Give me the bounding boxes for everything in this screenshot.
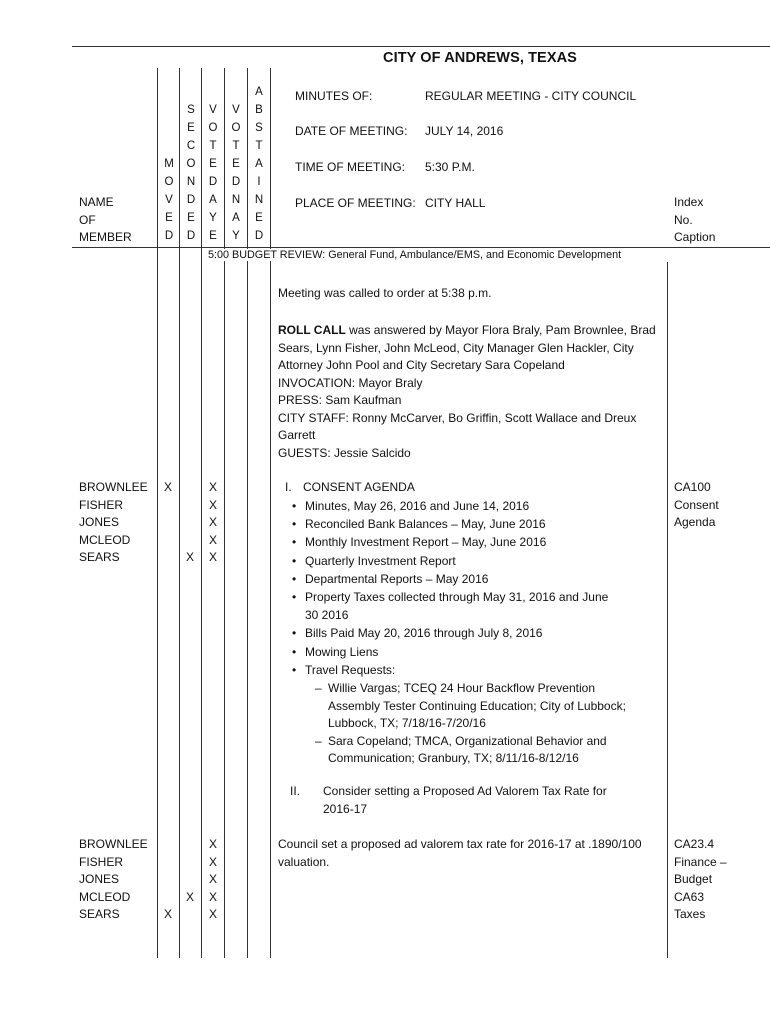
roll-call-block	[278, 322, 663, 462]
consent-agenda-heading	[285, 479, 415, 497]
aye-mark: X	[208, 854, 217, 869]
column-header-letter: I	[257, 176, 261, 188]
column-header-letter: S	[187, 104, 195, 116]
minutes-label: MINUTES OF:	[295, 89, 373, 103]
consent-item: • Reconciled Bank Balances – May, June 2016	[278, 515, 658, 533]
column-header-letter: T	[255, 140, 263, 152]
aye-mark: X	[208, 532, 217, 547]
seconded-mark: X	[185, 550, 194, 564]
travel-request: – Willie Vargas; TCEQ 24 Hour Backflow Prevention Assembly Tester Continuing Education; City of Lubbock; Lubbock, TX; 7/18/16-7/20/16	[315, 681, 626, 731]
column-header-letter: O	[231, 122, 241, 134]
city-staff-line: CITY STAFF: Ronny McCarver, Bo Griffin, Scott Wallace and Dreux Garrett	[278, 410, 637, 442]
aye-mark: X	[208, 480, 217, 494]
time-value: 5:30 P.M.	[425, 160, 475, 174]
column-header-letter: V	[209, 104, 217, 116]
seconded-mark	[183, 871, 197, 889]
roll-call-label: ROLL CALL	[278, 323, 346, 337]
moved-mark	[161, 889, 175, 907]
vote1-moved-marks	[161, 479, 175, 567]
call-to-order-text: Meeting was called to order at 5:38 p.m.	[278, 286, 492, 300]
vote2-seconded-marks	[183, 836, 197, 924]
travel-request: – Sara Copeland; TMCA, Organizational Behavior and Communication; Granbury, TX; 8/11/16-8/12/16	[315, 733, 607, 766]
consent-item: • Travel Requests:	[278, 661, 658, 679]
column-header-letter: E	[255, 212, 263, 224]
column-header-letter: A	[255, 86, 263, 98]
date-value: JULY 14, 2016	[425, 124, 504, 138]
member-name: SEARS	[79, 907, 120, 921]
consent-item: • Mowing Liens	[278, 643, 658, 661]
header-rule	[72, 247, 770, 248]
member-name: SEARS	[79, 550, 120, 564]
consent-item: • Quarterly Investment Report	[278, 552, 658, 570]
seconded-mark	[183, 906, 197, 924]
aye-mark: X	[208, 497, 217, 512]
seconded-mark	[183, 836, 197, 854]
time-label: TIME OF MEETING:	[295, 160, 405, 174]
aye-mark: X	[208, 837, 217, 851]
vote1-aye-marks	[206, 479, 220, 567]
guests-line: GUESTS: Jessie Salcido	[278, 445, 411, 460]
vote2-member-names	[79, 836, 148, 924]
column-header-letter: E	[187, 212, 195, 224]
column-header-letter: D	[164, 230, 174, 242]
seconded-mark	[183, 514, 197, 532]
roll-call-text: was answered by Mayor Flora Braly, Pam Brownlee, Brad Sears, Lynn Fisher, John McLeod, City Manager Glen Hackler, City Attorney John Pool and City Secretary Sara Copeland	[278, 323, 656, 372]
seconded-mark	[183, 497, 197, 515]
column-header-letter: O	[186, 158, 196, 170]
member-name: BROWNLEE	[79, 837, 148, 851]
column-header-letter: Y	[209, 212, 217, 224]
col-divider-index	[667, 262, 668, 958]
consent-item: • Monthly Investment Report – May, June 2016	[278, 533, 658, 551]
member-name: BROWNLEE	[79, 480, 148, 494]
minutes-value: REGULAR MEETING - CITY COUNCIL	[425, 89, 637, 103]
member-name: FISHER	[79, 497, 124, 512]
column-header-letter: D	[231, 176, 241, 188]
column-header-letter: A	[209, 194, 217, 206]
moved-mark: X	[163, 907, 172, 921]
tax-rate-index-caption: CA23.4 Finance – Budget CA63 Taxes	[674, 837, 727, 921]
column-header-letter: E	[209, 158, 217, 170]
place-value: CITY HALL	[425, 196, 486, 210]
moved-mark	[161, 532, 175, 550]
column-header-letter: S	[255, 122, 263, 134]
aye-mark: X	[208, 889, 217, 904]
consent-index-caption: CA100 Consent Agenda	[674, 480, 719, 529]
budget-review-line: 5:00 BUDGET REVIEW: General Fund, Ambulance/EMS, and Economic Development	[208, 249, 622, 261]
press-line: PRESS: Sam Kaufman	[278, 393, 402, 407]
col-divider-moved	[179, 68, 180, 958]
seconded-mark	[183, 854, 197, 872]
aye-mark: X	[208, 550, 217, 564]
column-header-letter: N	[231, 194, 241, 206]
column-header-letter: O	[164, 176, 174, 188]
consent-heading: CONSENT AGENDA	[303, 480, 415, 494]
aye-mark: X	[208, 907, 217, 921]
seconded-mark: X	[185, 889, 194, 904]
column-header-letter: A	[232, 212, 240, 224]
seconded-mark	[183, 532, 197, 550]
member-name: MCLEOD	[79, 532, 131, 547]
column-header-letter: T	[209, 140, 217, 152]
consent-item: • Departmental Reports – May 2016	[278, 570, 658, 588]
index-column-header: Index No. Caption	[674, 195, 716, 244]
column-header-letter: N	[186, 176, 196, 188]
document-title: CITY OF ANDREWS, TEXAS	[383, 50, 577, 66]
column-header-letter: C	[186, 140, 196, 152]
consent-agenda-list	[278, 497, 658, 768]
vote1-seconded-marks	[183, 479, 197, 567]
moved-mark: X	[163, 480, 172, 494]
name-column-header: NAME OF MEMBER	[79, 195, 132, 244]
moved-mark	[161, 871, 175, 889]
date-label: DATE OF MEETING:	[295, 124, 408, 138]
vote2-aye-marks	[206, 836, 220, 924]
column-header-letter: B	[255, 104, 263, 116]
column-header-letter: D	[254, 230, 264, 242]
col-divider-abstained	[270, 68, 271, 958]
item-ii-text: Consider setting a Proposed Ad Valorem Tax Rate for 2016-17	[323, 784, 607, 816]
column-header-letter: V	[232, 104, 240, 116]
column-header-letter: E	[165, 212, 173, 224]
roll-call-paragraph	[278, 322, 663, 375]
column-header-letter: E	[232, 158, 240, 170]
seconded-mark	[183, 479, 197, 497]
consent-item: • Minutes, May 26, 2016 and June 14, 2016	[278, 497, 658, 515]
member-name: JONES	[79, 872, 120, 886]
item-ii-numeral: II.	[290, 784, 301, 798]
aye-mark: X	[208, 872, 217, 886]
column-header-letter: O	[208, 122, 218, 134]
column-header-letter: E	[209, 230, 217, 242]
col-divider-aye	[224, 68, 225, 958]
column-header-letter: A	[255, 158, 263, 170]
consent-numeral: I.	[285, 480, 292, 494]
top-rule	[72, 46, 770, 47]
invocation-line: INVOCATION: Mayor Braly	[278, 375, 423, 390]
consent-item: • Bills Paid May 20, 2016 through July 8, 2016	[278, 624, 658, 642]
member-name: MCLEOD	[79, 889, 131, 904]
col-divider-nay	[247, 68, 248, 958]
column-header-letter: D	[186, 194, 196, 206]
moved-mark	[161, 549, 175, 567]
item-ii	[290, 783, 630, 818]
moved-mark	[161, 836, 175, 854]
column-header-letter: D	[186, 230, 196, 242]
member-name: JONES	[79, 515, 120, 529]
column-header-letter: N	[254, 194, 264, 206]
moved-mark	[161, 497, 175, 515]
column-header-letter: V	[165, 194, 173, 206]
col-divider-name	[157, 68, 158, 958]
tax-rate-text: Council set a proposed ad valorem tax rate for 2016-17 at .1890/100 valuation.	[278, 837, 642, 869]
column-header-letter: D	[208, 176, 218, 188]
consent-item: • Property Taxes collected through May 31, 2016 and June 30 2016	[278, 588, 658, 624]
moved-mark	[161, 854, 175, 872]
column-header-letter: Y	[232, 230, 240, 242]
member-name: FISHER	[79, 854, 124, 869]
aye-mark: X	[208, 515, 217, 529]
col-divider-seconded	[201, 68, 202, 958]
place-label: PLACE OF MEETING:	[295, 196, 416, 210]
vote2-moved-marks	[161, 836, 175, 924]
column-header-letter: M	[164, 158, 174, 170]
column-header-letter: E	[187, 122, 195, 134]
column-header-letter: T	[232, 140, 240, 152]
moved-mark	[161, 514, 175, 532]
vote1-member-names	[79, 479, 148, 567]
